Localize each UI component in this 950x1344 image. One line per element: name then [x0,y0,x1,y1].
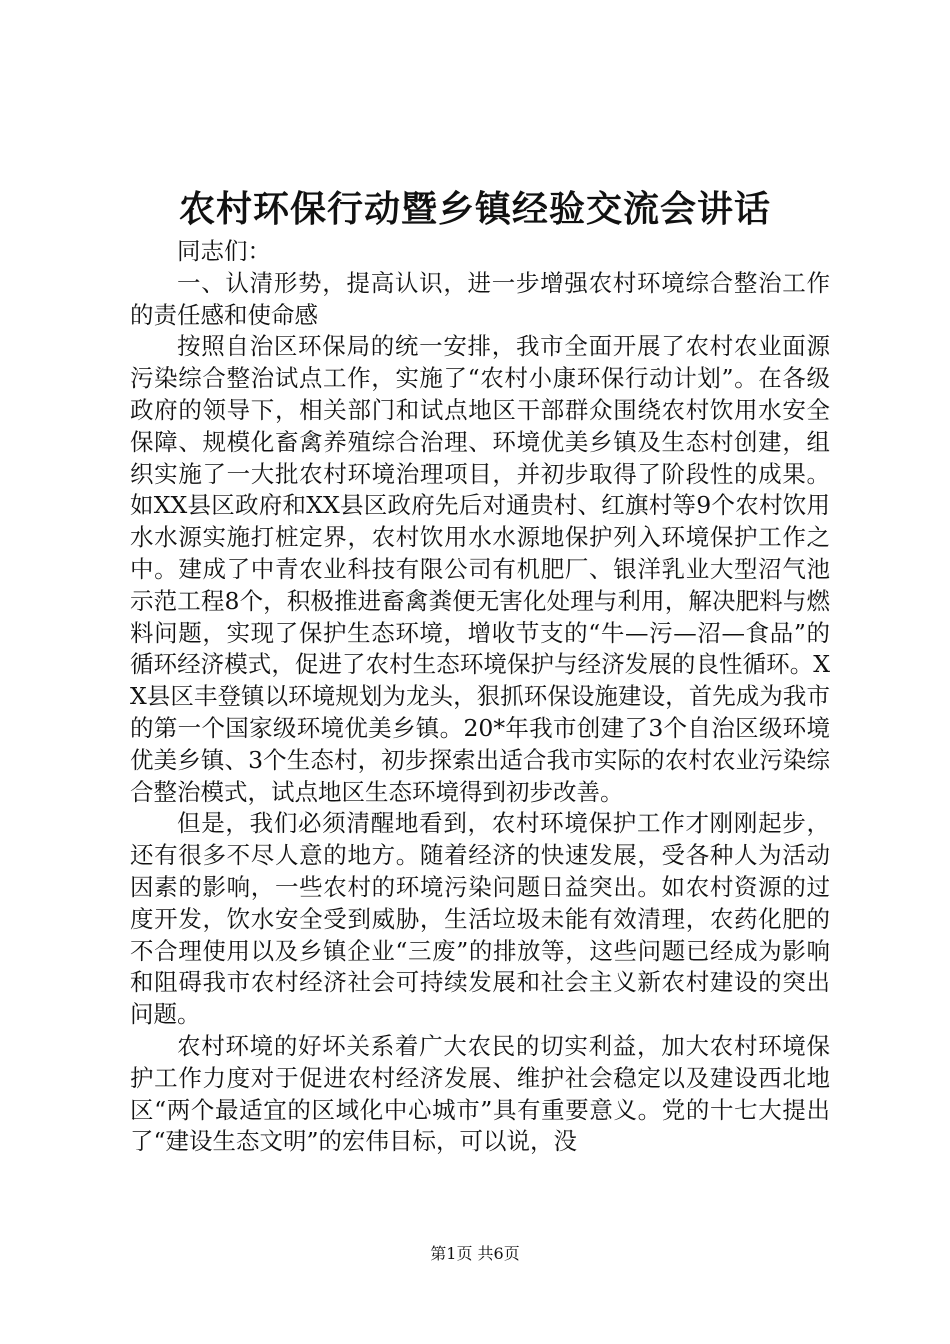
body-paragraph: 农村环境的好坏关系着广大农民的切实利益，加大农村环境保护工作力度对于促进农村经济发展、维护社会稳定以及建设西北地区“两个最适宜的区域化中心城市”具有重要意义。党的十七大提出了“建设生态文明”的宏伟目标，可以说，没 [130,1031,830,1156]
body-paragraph: 按照自治区环保局的统一安排，我市全面开展了农村农业面源污染综合整治试点工作，实施了“农村小康环保行动计划”。在各级政府的领导下，相关部门和试点地区干部群众围绕农村饮用水安全保障、规模化畜禽养殖综合治理、环境优美乡镇及生态村创建，组织实施了一大批农村环境治理项目，并初步取得了阶段性的成果。如XX县区政府和XX县区政府先后对通贵村、红旗村等9个农村饮用水水源实施打桩定界，农村饮用水水源地保护列入环境保护工作之中。建成了中青农业科技有限公司有机肥厂、银洋乳业大型沼气池示范工程8个，积极推进畜禽粪便无害化处理与利用，解决肥料与燃料问题，实现了保护生态环境，增收节支的“牛—污—沼—食品”的循环经济模式，促进了农村生态环境保护与经济发展的良性循环。XX县区丰登镇以环境规划为龙头，狠抓环保设施建设，首先成为我市的第一个国家级环境优美乡镇。20*年我市创建了3个自治区级环境优美乡镇、3个生态村，初步探索出适合我市实际的农村农业污染综合整治模式，试点地区生态环境得到初步改善。 [130,332,830,806]
section-heading-paragraph: 一、认清形势，提高认识，进一步增强农村环境综合整治工作的责任感和使命感 [130,268,830,329]
body-paragraph: 但是，我们必须清醒地看到，农村环境保护工作才刚刚起步，还有很多不尽人意的地方。随着经济的快速发展，受各种人为活动因素的影响，一些农村的环境污染问题日益突出。如农村资源的过度开发，饮水安全受到威胁，生活垃圾未能有效清理，农药化肥的不合理使用以及乡镇企业“三废”的排放等，这些问题已经成为影响和阻碍我市农村经济社会可持续发展和社会主义新农村建设的突出问题。 [130,809,830,1029]
document-body [130,236,830,1158]
salutation-paragraph: 同志们： [177,237,271,265]
page-number-footer: 第1页 共6页 [430,1244,520,1263]
page-title: 农村环保行动暨乡镇经验交流会讲话 [178,188,771,230]
